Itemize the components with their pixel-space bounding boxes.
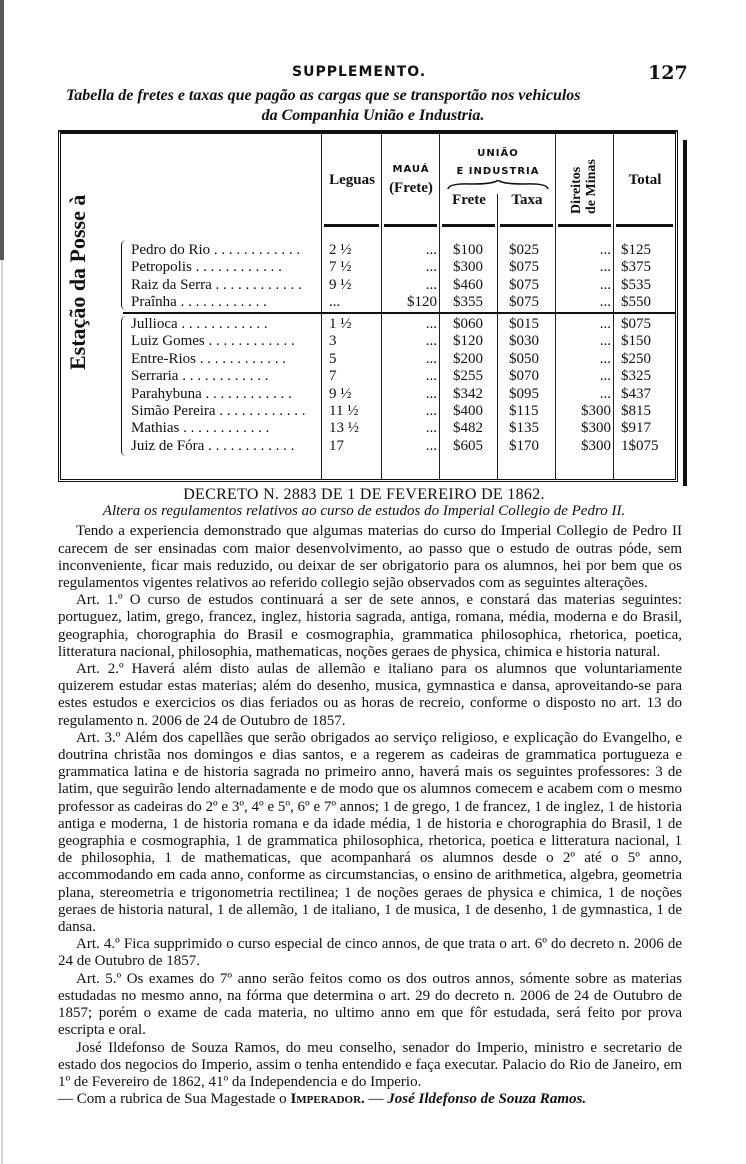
cell-maua: ... [425, 403, 437, 419]
cell-total: 1$075 [621, 437, 659, 454]
cell-total: $917 [621, 420, 651, 437]
cell-total: $125 [621, 242, 651, 258]
cell-station: Entre-Rios . . . . . . . . . . . . [131, 350, 286, 367]
cell-station: Raiz da Serra . . . . . . . . . . . . [131, 276, 302, 293]
rubric-emperor: Imperador. [290, 1091, 365, 1108]
article-5: Art. 5.º Os exames do 7º anno serão feitos como os dos outros annos, sómente sobre as materias estudadas no mesmo anno, na fórma que determina o art. 29 do decreto n. 2006 de 24 de Outubro de 1857; porém o exame de cada materia, no ultimo anno em que fôr estudada, será feito por prova escripta e oral. [58, 970, 682, 1039]
cell-station: Petropolis . . . . . . . . . . . . [131, 259, 282, 276]
decree-title: DECRETO N. 2883 DE 1 DE FEVEREIRO DE 1862. [183, 486, 545, 503]
cell-station: Praînha . . . . . . . . . . . . [131, 294, 267, 311]
header-rule [558, 224, 611, 227]
cell-total: $550 [621, 294, 651, 311]
cell-maua: ... [425, 316, 437, 332]
page-edge-line [1, 0, 3, 1164]
cell-leguas: 2 ½ [329, 242, 352, 258]
cell-maua: ... [425, 259, 437, 276]
cell-direitos: ... [599, 276, 611, 293]
cell-leguas: 11 ½ [329, 403, 359, 419]
article-4: Art. 4.º Fica supprimido o curso especial de cinco annos, de que trata o art. 6º do decreto n. 2006 de 24 de Outubro de 1857. [58, 936, 682, 970]
col-divider [613, 134, 614, 479]
cell-frete: $482 [453, 420, 483, 437]
brace-icon [447, 180, 549, 190]
header-uniao: UNIÃO [477, 148, 519, 159]
cell-direitos: ... [599, 294, 611, 311]
cell-frete: $460 [453, 276, 483, 293]
running-title: SUPPLEMENTO. [292, 64, 427, 80]
cell-direitos: ... [599, 316, 611, 332]
cell-frete: $100 [453, 242, 483, 258]
cell-taxa: $030 [509, 333, 539, 350]
page-number: 127 [648, 62, 688, 84]
cell-direitos: $300 [581, 420, 611, 437]
header-direitos-de-minas [569, 134, 599, 214]
cell-leguas: ... [329, 294, 341, 311]
header-rule [384, 224, 437, 227]
header-industria: E INDUSTRIA [456, 166, 540, 177]
decree-body [58, 486, 682, 1108]
cell-total: $535 [621, 276, 651, 293]
header-taxa: Taxa [511, 192, 543, 208]
closing-paragraph: José Ildefonso de Souza Ramos, do meu conselho, senador do Imperio, ministro e secretario de estado dos negocios do Imperio, assim o tenha entendido e faça executar. Palacio do Rio de Janeiro, em 1º de Fevereiro de 1862, 41º da Independencia e do Imperio. [58, 1039, 682, 1090]
cell-direitos: ... [599, 350, 611, 367]
header-frete: Frete [452, 192, 486, 208]
cell-leguas: 1 ½ [329, 316, 352, 332]
cell-maua: ... [425, 437, 437, 454]
caption-line-2: da Companhia União e Industria. [261, 107, 485, 124]
header-direitos: Direitos [569, 166, 584, 214]
cell-direitos: $300 [581, 437, 611, 454]
running-header [0, 64, 746, 84]
rubric-prefix: — Com a rubrica de Sua Magestade o [58, 1091, 287, 1108]
cell-maua: ... [425, 350, 437, 367]
cell-maua: ... [425, 368, 437, 385]
group-separator [123, 312, 675, 314]
article-2: Art. 2.º Haverá além disto aulas de allemão e italiano para os alumnos que voluntariamente quizerem estudar estas materias; além do desenho, musica, gymnastica e dansa, aproveitando-se para estes estudos e exercicios os dias feriados ou as horas de recreio, conforme o disposto no art. 13 do regulamento n. 2006 de 24 de Outubro de 1857. [58, 661, 682, 729]
rubric-line [58, 1091, 682, 1108]
header-rule [324, 224, 379, 227]
cell-direitos: ... [599, 333, 611, 350]
article-1: Art. 1.º O curso de estudos continuará a ser de sete annos, e constará das materias seguintes: portuguez, latim, grego, francez, inglez, historia sagrada, antiga, romana, média, moderna e do Brasil, geographia, chorographia do Brasil e cosmographia, grammatica philosophica, rhetorica, poetica, litteratura nacional, philosophia, mathematicas, noções geraes de physica, chimica e historia natural. [58, 592, 682, 660]
cell-station: Luiz Gomes . . . . . . . . . . . . [131, 333, 295, 350]
cell-taxa: $095 [509, 385, 539, 402]
cell-frete: $400 [453, 403, 483, 419]
cell-maua: ... [425, 242, 437, 258]
group-brace [121, 316, 126, 456]
cell-total: $815 [621, 403, 651, 419]
col-divider [321, 134, 322, 479]
cell-leguas: 9 ½ [329, 385, 352, 402]
cell-total: $150 [621, 333, 651, 350]
cell-frete: $060 [453, 316, 483, 332]
cell-taxa: $170 [509, 437, 539, 454]
cell-leguas: 5 [329, 350, 337, 367]
cell-leguas: 17 [329, 437, 344, 454]
cell-frete: $342 [453, 385, 483, 402]
cell-total: $075 [621, 316, 651, 332]
group-brace [121, 240, 126, 310]
cell-frete: $300 [453, 259, 483, 276]
cell-leguas: 3 [329, 333, 337, 350]
header-maua-frete: (Frete) [389, 180, 433, 196]
cell-total: $250 [621, 350, 651, 367]
cell-station: Parahybuna . . . . . . . . . . . . [131, 385, 292, 402]
signatory: José Ildefonso de Souza Ramos. [387, 1091, 587, 1108]
cell-leguas: 13 ½ [329, 420, 359, 437]
cell-direitos: ... [599, 385, 611, 402]
cell-leguas: 9 ½ [329, 276, 352, 293]
table-outer-border [683, 140, 687, 486]
cell-frete: $200 [453, 350, 483, 367]
cell-taxa: $015 [509, 316, 539, 332]
cell-total: $437 [621, 385, 651, 402]
cell-station: Juiz de Fóra . . . . . . . . . . . . [131, 437, 295, 454]
decree-subtitle: Altera os regulamentos relativos ao curso de estudos do Imperial Collegio de Pedro II. [102, 503, 626, 520]
cell-station: Mathias . . . . . . . . . . . . [131, 420, 270, 437]
cell-taxa: $050 [509, 350, 539, 367]
side-label-text: Estação da Posse à [65, 194, 90, 370]
freight-table [58, 130, 678, 482]
header-rule [616, 224, 673, 227]
cell-leguas: 7 [329, 368, 337, 385]
cell-taxa: $070 [509, 368, 539, 385]
header-total: Total [628, 172, 662, 188]
cell-frete: $120 [453, 333, 483, 350]
cell-total: $375 [621, 259, 651, 276]
side-label [65, 194, 90, 370]
cell-total: $325 [621, 368, 651, 385]
header-maua: MAUÁ [392, 164, 430, 175]
cell-frete: $255 [453, 368, 483, 385]
cell-direitos: ... [599, 242, 611, 258]
cell-maua: ... [425, 276, 437, 293]
caption-line-1: Tabella de fretes e taxas que pagão as cargas que se transportão nos vehiculos [66, 87, 581, 104]
col-divider [555, 134, 556, 479]
decree-preamble: Tendo a experiencia demonstrado que algumas materias do curso do Imperial Collegio de Pedro II carecem de ser ensinadas com maior desenvolvimento, ao passo que o estudo de outras póde, sem inconveniente, ficar mais reduzido, ou deixar de ser obrigatorio para os alumnos, hei por bem que os regulamentos vigentes relativos ao referido collegio sejão observados com as seguintes alterações. [58, 523, 682, 592]
header-de-minas: de Minas [584, 159, 599, 214]
col-divider [439, 134, 440, 479]
cell-maua: ... [425, 333, 437, 350]
cell-station: Pedro do Rio . . . . . . . . . . . . [131, 242, 301, 258]
cell-direitos: ... [599, 259, 611, 276]
cell-taxa: $075 [509, 294, 539, 311]
cell-station: Simão Pereira . . . . . . . . . . . . [131, 403, 306, 419]
cell-taxa: $115 [509, 403, 539, 419]
cell-taxa: $135 [509, 420, 539, 437]
cell-maua: ... [425, 385, 437, 402]
cell-direitos: $300 [581, 403, 611, 419]
col-divider [381, 134, 382, 479]
article-3: Art. 3.º Além dos capellães que serão obrigados ao serviço religioso, e explicação do Evangelho, e doutrina christãa nos domingos e dias santos, e a regerem as cadeiras de grammatica portugueza e grammatica latina e de historia sagrada no primeiro anno, haverá mais os seguintes professores: 3 de latim, que seguirão lendo alternadamente e de modo que os alumnos comecem e acabem com o mesmo professor as cadeiras do 2º e 3º, 4º e 5º, 6º e 7º annos; 1 de grego, 1 de francez, 1 de inglez, 1 de historia antiga e moderna, 1 de historia romana e da idade média, 1 de historia e chorographia do Brasil, 1 de geographia e cosmographia, 1 de grammatica philosophica, rhetorica, poetica e litteratura nacional, 1 de philosophia, 1 de mathematicas, que acompanhará os alumnos desde o 2º até o 5º anno, accommodando em cada anno, conforme as circumstancias, o ensino de arithmetica, algebra, geometria plana, stereometria e trigonometria rectilinea; 1 de noções geraes de physica e chimica, 1 de noções geraes de historia natural, 1 de allemão, 1 de italiano, 1 de musica, 1 de desenho, 1 de gymnastica, 1 de dansa. [58, 729, 682, 936]
cell-station: Jullioca . . . . . . . . . . . . [131, 316, 268, 332]
cell-taxa: $025 [509, 242, 539, 258]
header-leguas: Leguas [329, 172, 375, 188]
cell-maua: ... [425, 420, 437, 437]
cell-station: Serraria . . . . . . . . . . . . [131, 368, 269, 385]
cell-taxa: $075 [509, 259, 539, 276]
rubric-dash: — [368, 1091, 384, 1108]
cell-frete: $355 [453, 294, 483, 311]
cell-maua: $120 [407, 294, 437, 311]
cell-leguas: 7 ½ [329, 259, 352, 276]
col-divider [497, 194, 498, 479]
header-rule [500, 224, 553, 227]
cell-direitos: ... [599, 368, 611, 385]
cell-frete: $605 [453, 437, 483, 454]
cell-taxa: $075 [509, 276, 539, 293]
header-rule [442, 224, 495, 227]
